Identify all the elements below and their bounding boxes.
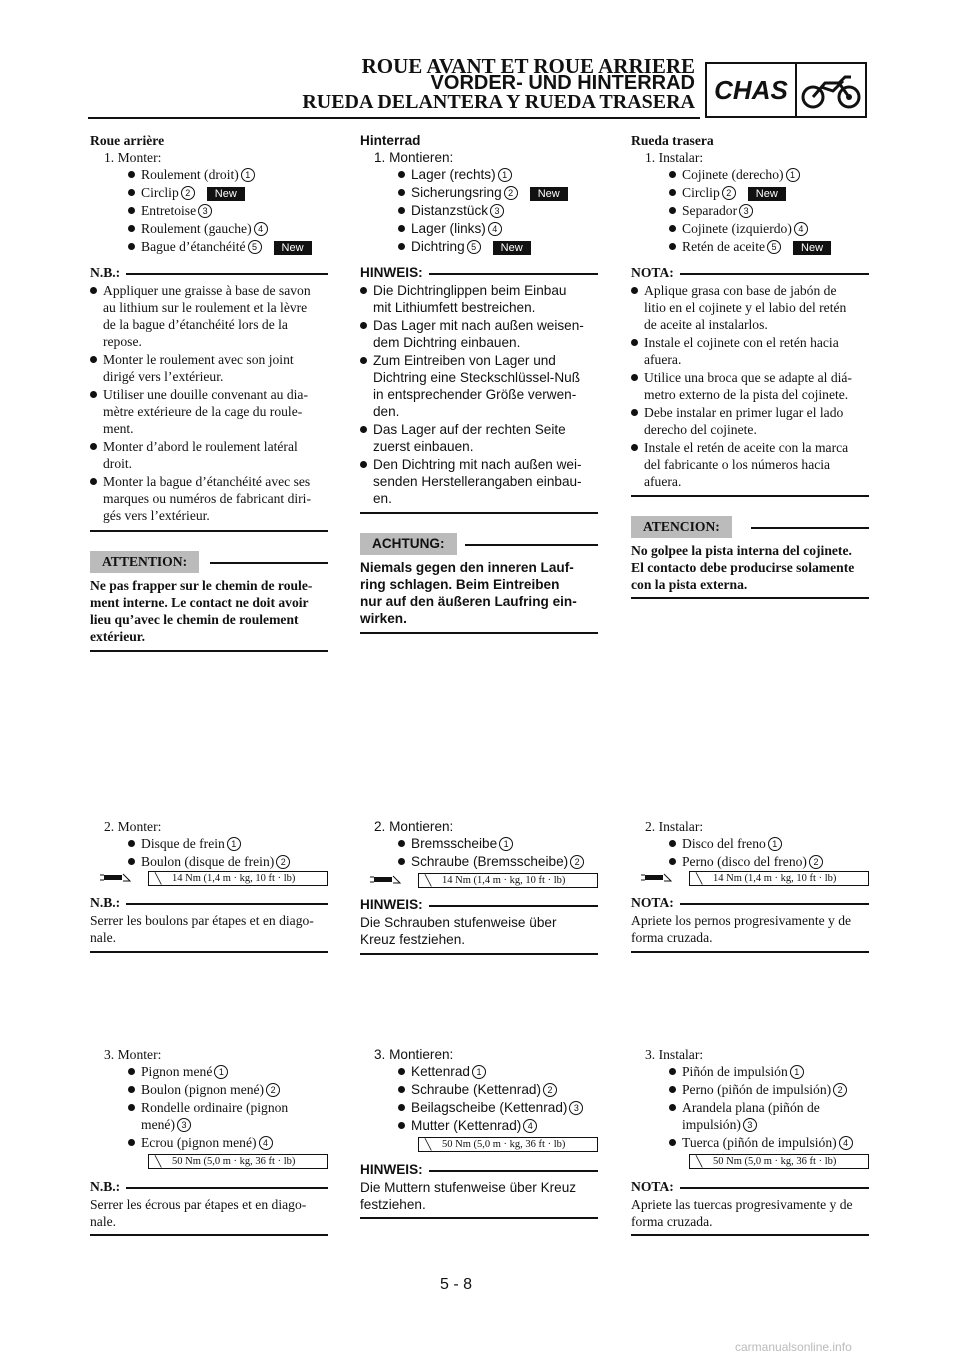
section-title: Rueda trasera (631, 133, 714, 148)
torque-spec: ╲ 50 Nm (5,0 m · kg, 36 ft · lb) (689, 1154, 869, 1169)
list-item: Arandela plana (piñón de (669, 1099, 820, 1116)
list-item: Entretoise 3 (128, 202, 212, 219)
list-item: Circlip 2 New (128, 184, 245, 201)
note-line: Kreuz festziehen. (360, 932, 466, 947)
list-item: Mutter (Kettenrad) 4 (398, 1117, 537, 1134)
watermark: carmanualsonline.info (735, 1340, 852, 1354)
note-line: mit Lithiumfett bestreichen. (373, 300, 536, 315)
warning-line: Niemals gegen den inneren Lauf- (360, 560, 574, 575)
list-item: Disque de frein 1 (128, 835, 241, 852)
step-title: 2. Monter: (104, 819, 162, 834)
list-item: Schraube (Bremsscheibe) 2 (398, 853, 584, 870)
list-item: Schraube (Kettenrad) 2 (398, 1081, 557, 1098)
warning-line: El contacto debe producirse solamente (631, 560, 855, 575)
note-line: dem Dichtring einbauen. (373, 335, 521, 350)
note-header: NOTA: (631, 1178, 869, 1196)
note-line: metro externo de la pista del cojinete. (644, 387, 849, 402)
header-rule (88, 117, 700, 119)
note-line: senden Herstellerangaben einbau- (373, 474, 582, 489)
new-badge: New (530, 187, 568, 201)
note-header: N.B.: (90, 1178, 328, 1196)
warning-line: No golpee la pista interna del cojinete. (631, 543, 852, 558)
header-title-es: RUEDA DELANTERA Y RUEDA TRASERA (302, 91, 695, 113)
list-item: Pignon mené 1 (128, 1063, 228, 1080)
note-line: droit. (103, 456, 133, 471)
note-line: forma cruzada. (631, 930, 713, 945)
note-line: Die Schrauben stufenweise über (360, 915, 557, 930)
warning-header: ACHTUNG: (360, 533, 598, 555)
new-badge: New (274, 241, 312, 255)
note-line: Das Lager mit nach außen weisen- (360, 317, 584, 334)
list-item: Ecrou (pignon mené) 4 (128, 1134, 273, 1151)
list-item: Lager (links) 4 (398, 220, 502, 237)
list-item: Disco del freno 1 (669, 835, 782, 852)
warning-line: nur auf den äußeren Laufring ein- (360, 594, 577, 609)
torque-spec: ╲ 50 Nm (5,0 m · kg, 36 ft · lb) (148, 1154, 328, 1169)
list-item: Beilagscheibe (Kettenrad) 3 (398, 1099, 583, 1116)
new-badge: New (748, 187, 786, 201)
step-title: 3. Monter: (104, 1047, 162, 1062)
list-item: Kettenrad 1 (398, 1063, 486, 1080)
note-line: Debe instalar en primer lugar el lado (631, 404, 843, 421)
torque-spec: ╲ 14 Nm (1,4 m · kg, 10 ft · lb) (689, 871, 869, 886)
list-item: Lager (rechts) 1 (398, 166, 512, 183)
new-badge: New (493, 241, 531, 255)
list-item: Bague d’étanchéité 5 New (128, 238, 312, 255)
section-title: Hinterrad (360, 133, 421, 148)
list-item: Cojinete (izquierdo) 4 (669, 220, 808, 237)
note-line: de la bague d’étanchéité lors de la (103, 317, 288, 332)
list-item: Perno (piñón de impulsión) 2 (669, 1081, 847, 1098)
note-line: Monter d’abord le roulement latéral (90, 438, 298, 455)
step-title: 1. Monter: (104, 150, 162, 165)
torque-spec: ╲ 14 Nm (1,4 m · kg, 10 ft · lb) (418, 873, 598, 888)
new-badge: New (207, 187, 245, 201)
section-badge (705, 62, 867, 118)
list-item: Tuerca (piñón de impulsión) 4 (669, 1134, 853, 1151)
warning-line: con la pista externa. (631, 577, 748, 592)
warning-header: ATENCION: (631, 516, 869, 538)
note-header: HINWEIS: (360, 264, 598, 282)
warning-line: ment interne. Le contact ne doit avoir (90, 595, 309, 610)
note-line: in entsprechender Größe verwen- (373, 387, 577, 402)
note-header: N.B.: (90, 894, 328, 912)
list-item: Rondelle ordinaire (pignon (128, 1099, 288, 1116)
list-item: Circlip 2 New (669, 184, 786, 201)
note-line: Apriete los pernos progresivamente y de (631, 913, 852, 928)
note-line: forma cruzada. (631, 1214, 713, 1229)
note-line: zuerst einbauen. (373, 439, 474, 454)
new-badge: New (793, 241, 831, 255)
note-line: au lithium sur le roulement et la lèvre (103, 300, 308, 315)
note-header: NOTA: (631, 264, 869, 282)
step-title: 3. Montieren: (374, 1047, 454, 1062)
list-item: Bremsscheibe 1 (398, 835, 513, 852)
note-line: en. (373, 491, 392, 506)
section-label: CHAS (714, 75, 788, 105)
tighten-pattern-icon (90, 871, 142, 886)
note-line: Monter la bague d’étanchéité avec ses (90, 473, 310, 490)
note-line: Instale el cojinete con el retén hacia (631, 334, 839, 351)
step-title: 1. Instalar: (645, 150, 704, 165)
torque-spec: ╲ 50 Nm (5,0 m · kg, 36 ft · lb) (418, 1137, 598, 1152)
list-item: Roulement (droit) 1 (128, 166, 255, 183)
step-title: 1. Montieren: (374, 150, 454, 165)
warning-line: wirken. (360, 611, 407, 626)
list-item: Sicherungsring 2 New (398, 184, 568, 201)
note-line: Das Lager auf der rechten Seite (360, 421, 566, 438)
note-line: marques ou numéros de fabricant diri- (103, 491, 311, 506)
list-item: Dichtring 5 New (398, 238, 531, 255)
warning-line: ring schlagen. Beim Eintreiben (360, 577, 560, 592)
note-line: Instale el retén de aceite con la marca (631, 439, 848, 456)
note-line: Aplique grasa con base de jabón de (631, 282, 837, 299)
note-line: Serrer les écrous par étapes et en diago- (90, 1197, 307, 1212)
step-title: 3. Instalar: (645, 1047, 704, 1062)
warning-line: Ne pas frapper sur le chemin de roule- (90, 578, 313, 593)
note-header: HINWEIS: (360, 1161, 598, 1179)
torque-spec: ╲ 14 Nm (1,4 m · kg, 10 ft · lb) (148, 871, 328, 886)
note-header: HINWEIS: (360, 896, 598, 914)
note-line: Appliquer une graisse à base de savon (90, 282, 311, 299)
list-item: Boulon (pignon mené) 2 (128, 1081, 280, 1098)
note-line: den. (373, 404, 400, 419)
list-item: impulsión) 3 (682, 1116, 757, 1133)
warning-line: lieu qu’avec le chemin de roulement (90, 612, 299, 627)
list-item: Distanzstück 3 (398, 202, 504, 219)
list-item: Separador 3 (669, 202, 753, 219)
note-line: Serrer les boulons par étapes et en diago- (90, 913, 314, 928)
tighten-pattern-icon (631, 871, 683, 886)
note-line: Die Dichtringlippen beim Einbau (360, 282, 566, 299)
note-line: festziehen. (360, 1197, 426, 1212)
list-item: Perno (disco del freno) 2 (669, 853, 823, 870)
step-title: 2. Instalar: (645, 819, 704, 834)
note-line: mètre extérieure de la cage du roule- (103, 404, 303, 419)
note-line: repose. (103, 334, 142, 349)
note-header: NOTA: (631, 894, 869, 912)
list-item: Roulement (gauche) 4 (128, 220, 268, 237)
note-line: Monter le roulement avec son joint (90, 351, 294, 368)
note-header: N.B.: (90, 264, 328, 282)
note-line: Apriete las tuercas progresivamente y de (631, 1197, 853, 1212)
note-line: litio en el cojinete y el labio del retén (644, 300, 847, 315)
note-line: Utilice una broca que se adapte al diá- (631, 369, 852, 386)
header-title-de: VORDER- UND HINTERRAD (430, 72, 695, 94)
section-title: Roue arrière (90, 133, 165, 148)
motorcycle-icon (799, 69, 863, 113)
note-line: gés vers l’extérieur. (103, 508, 210, 523)
note-line: Zum Eintreiben von Lager und (360, 352, 556, 369)
note-line: dirigé vers l’extérieur. (103, 369, 224, 384)
note-line: Die Muttern stufenweise über Kreuz (360, 1180, 577, 1195)
note-line: nale. (90, 1214, 117, 1229)
list-item: Piñón de impulsión 1 (669, 1063, 804, 1080)
note-line: Utiliser une douille convenant au dia- (90, 386, 308, 403)
note-line: nale. (90, 930, 117, 945)
note-line: Dichtring eine Steckschlüssel-Nuß (373, 370, 581, 385)
warning-line: extérieur. (90, 629, 145, 644)
note-line: Den Dichtring mit nach außen wei- (360, 456, 582, 473)
list-item: Boulon (disque de frein) 2 (128, 853, 290, 870)
list-item: Retén de aceite 5 New (669, 238, 831, 255)
note-line: derecho del cojinete. (644, 422, 757, 437)
header-title-fr: ROUE AVANT ET ROUE ARRIERE (361, 54, 695, 78)
note-line: ment. (103, 421, 134, 436)
note-line: afuera. (644, 352, 682, 367)
list-item: Cojinete (derecho) 1 (669, 166, 800, 183)
tighten-pattern-icon (360, 873, 412, 888)
note-line: afuera. (644, 474, 682, 489)
note-line: de aceite al instalarlos. (644, 317, 768, 332)
warning-header: ATTENTION: (90, 551, 328, 573)
note-line: del fabricante o los números hacia (644, 457, 831, 472)
step-title: 2. Montieren: (374, 819, 454, 834)
list-item: mené) 3 (141, 1116, 191, 1133)
page-number: 5 - 8 (440, 1276, 473, 1293)
